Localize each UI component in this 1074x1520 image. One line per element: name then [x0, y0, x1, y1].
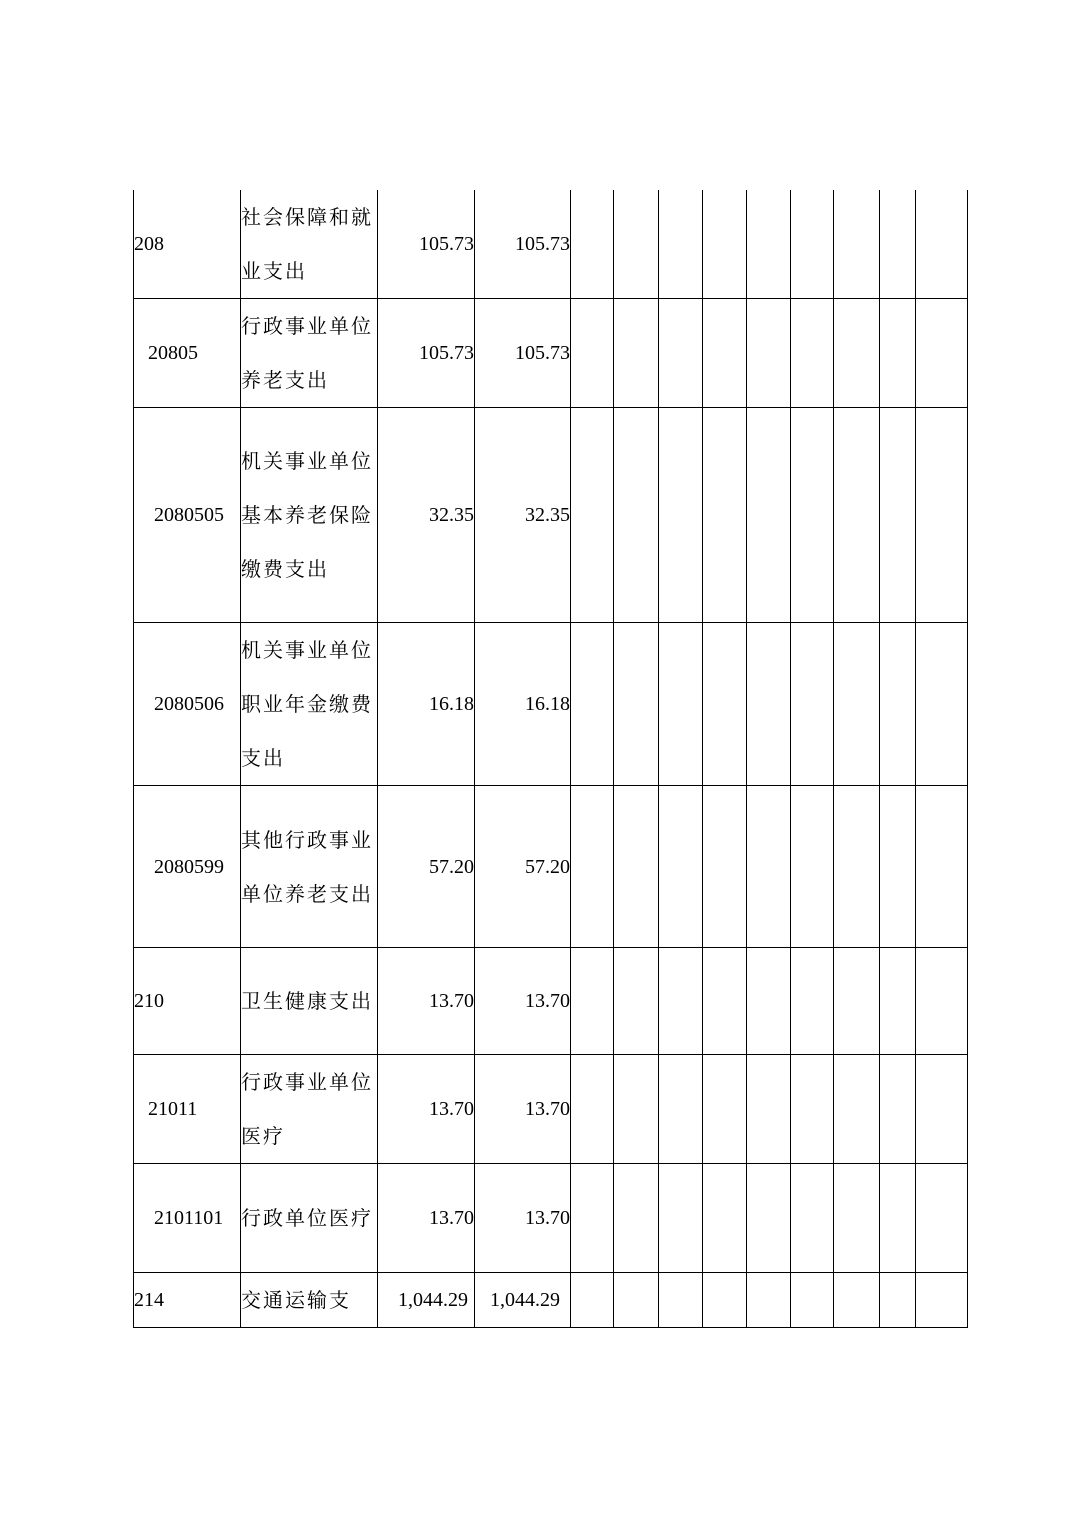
empty-cell — [880, 948, 916, 1055]
subject-name: 行政事业单位医疗 — [241, 1055, 378, 1164]
empty-cell — [916, 1164, 968, 1273]
empty-cell — [916, 408, 968, 623]
empty-cell — [571, 299, 614, 408]
empty-cell — [571, 1055, 614, 1164]
empty-cell — [659, 1273, 703, 1328]
empty-cell — [703, 1164, 747, 1273]
empty-cell — [916, 786, 968, 948]
empty-cell — [703, 623, 747, 786]
empty-cell — [659, 786, 703, 948]
empty-cell — [614, 948, 659, 1055]
subject-code: 2080599 — [134, 786, 241, 948]
empty-cell — [834, 1273, 880, 1328]
empty-cell — [747, 190, 791, 299]
empty-cell — [571, 408, 614, 623]
empty-cell — [571, 948, 614, 1055]
empty-cell — [703, 299, 747, 408]
amount-total: 105.73 — [378, 190, 475, 299]
subject-code: 2080505 — [134, 408, 241, 623]
empty-cell — [880, 1055, 916, 1164]
amount-total: 57.20 — [378, 786, 475, 948]
empty-cell — [880, 623, 916, 786]
subject-name: 机关事业单位基本养老保险缴费支出 — [241, 408, 378, 623]
empty-cell — [659, 948, 703, 1055]
empty-cell — [571, 1273, 614, 1328]
amount-basic: 13.70 — [475, 948, 571, 1055]
empty-cell — [916, 190, 968, 299]
amount-basic: 32.35 — [475, 408, 571, 623]
amount-total: 105.73 — [378, 299, 475, 408]
empty-cell — [791, 623, 834, 786]
empty-cell — [614, 1055, 659, 1164]
empty-cell — [571, 1164, 614, 1273]
empty-cell — [747, 786, 791, 948]
budget-expenditure-table — [133, 190, 968, 1328]
empty-cell — [791, 1164, 834, 1273]
empty-cell — [834, 190, 880, 299]
amount-basic: 13.70 — [475, 1164, 571, 1273]
amount-basic: 1,044.29 — [475, 1273, 571, 1328]
amount-basic: 105.73 — [475, 299, 571, 408]
table-row — [134, 1164, 968, 1273]
empty-cell — [791, 408, 834, 623]
subject-name: 机关事业单位职业年金缴费支出 — [241, 623, 378, 786]
empty-cell — [614, 299, 659, 408]
empty-cell — [916, 1273, 968, 1328]
empty-cell — [916, 623, 968, 786]
amount-total: 13.70 — [378, 948, 475, 1055]
subject-code: 214 — [134, 1273, 241, 1328]
subject-code: 2101101 — [134, 1164, 241, 1273]
subject-name: 交通运输支 — [241, 1273, 378, 1328]
empty-cell — [834, 1164, 880, 1273]
empty-cell — [659, 1055, 703, 1164]
empty-cell — [747, 1055, 791, 1164]
table-row — [134, 299, 968, 408]
subject-code: 21011 — [134, 1055, 241, 1164]
empty-cell — [703, 1273, 747, 1328]
empty-cell — [614, 786, 659, 948]
empty-cell — [880, 408, 916, 623]
empty-cell — [747, 299, 791, 408]
amount-total: 32.35 — [378, 408, 475, 623]
table-row — [134, 786, 968, 948]
empty-cell — [659, 623, 703, 786]
empty-cell — [747, 408, 791, 623]
empty-cell — [703, 1055, 747, 1164]
subject-name: 其他行政事业单位养老支出 — [241, 786, 378, 948]
table-row — [134, 190, 968, 299]
empty-cell — [880, 1164, 916, 1273]
empty-cell — [791, 299, 834, 408]
amount-total: 13.70 — [378, 1055, 475, 1164]
empty-cell — [834, 299, 880, 408]
empty-cell — [614, 1273, 659, 1328]
table-row — [134, 623, 968, 786]
subject-name: 卫生健康支出 — [241, 948, 378, 1055]
subject-name: 行政事业单位养老支出 — [241, 299, 378, 408]
empty-cell — [880, 299, 916, 408]
empty-cell — [747, 948, 791, 1055]
empty-cell — [791, 786, 834, 948]
empty-cell — [659, 1164, 703, 1273]
empty-cell — [614, 623, 659, 786]
empty-cell — [614, 1164, 659, 1273]
empty-cell — [659, 408, 703, 623]
table-row — [134, 948, 968, 1055]
empty-cell — [880, 1273, 916, 1328]
empty-cell — [916, 1055, 968, 1164]
empty-cell — [916, 299, 968, 408]
empty-cell — [747, 1273, 791, 1328]
empty-cell — [916, 948, 968, 1055]
amount-basic: 13.70 — [475, 1055, 571, 1164]
empty-cell — [791, 1273, 834, 1328]
subject-name: 社会保障和就业支出 — [241, 190, 378, 299]
table-row — [134, 408, 968, 623]
empty-cell — [659, 299, 703, 408]
empty-cell — [659, 190, 703, 299]
empty-cell — [747, 1164, 791, 1273]
empty-cell — [791, 1055, 834, 1164]
amount-basic: 105.73 — [475, 190, 571, 299]
amount-total: 1,044.29 — [378, 1273, 475, 1328]
empty-cell — [703, 948, 747, 1055]
amount-basic: 16.18 — [475, 623, 571, 786]
subject-name: 行政单位医疗 — [241, 1164, 378, 1273]
empty-cell — [834, 623, 880, 786]
amount-total: 16.18 — [378, 623, 475, 786]
empty-cell — [571, 623, 614, 786]
subject-code: 2080506 — [134, 623, 241, 786]
table-row — [134, 1055, 968, 1164]
empty-cell — [791, 948, 834, 1055]
empty-cell — [834, 1055, 880, 1164]
empty-cell — [834, 786, 880, 948]
empty-cell — [703, 190, 747, 299]
empty-cell — [791, 190, 834, 299]
amount-total: 13.70 — [378, 1164, 475, 1273]
amount-basic: 57.20 — [475, 786, 571, 948]
empty-cell — [880, 786, 916, 948]
empty-cell — [880, 190, 916, 299]
empty-cell — [614, 408, 659, 623]
empty-cell — [747, 623, 791, 786]
empty-cell — [703, 408, 747, 623]
table-row — [134, 1273, 968, 1328]
subject-code: 208 — [134, 190, 241, 299]
empty-cell — [703, 786, 747, 948]
empty-cell — [834, 408, 880, 623]
empty-cell — [834, 948, 880, 1055]
empty-cell — [571, 190, 614, 299]
empty-cell — [614, 190, 659, 299]
subject-code: 20805 — [134, 299, 241, 408]
empty-cell — [571, 786, 614, 948]
subject-code: 210 — [134, 948, 241, 1055]
